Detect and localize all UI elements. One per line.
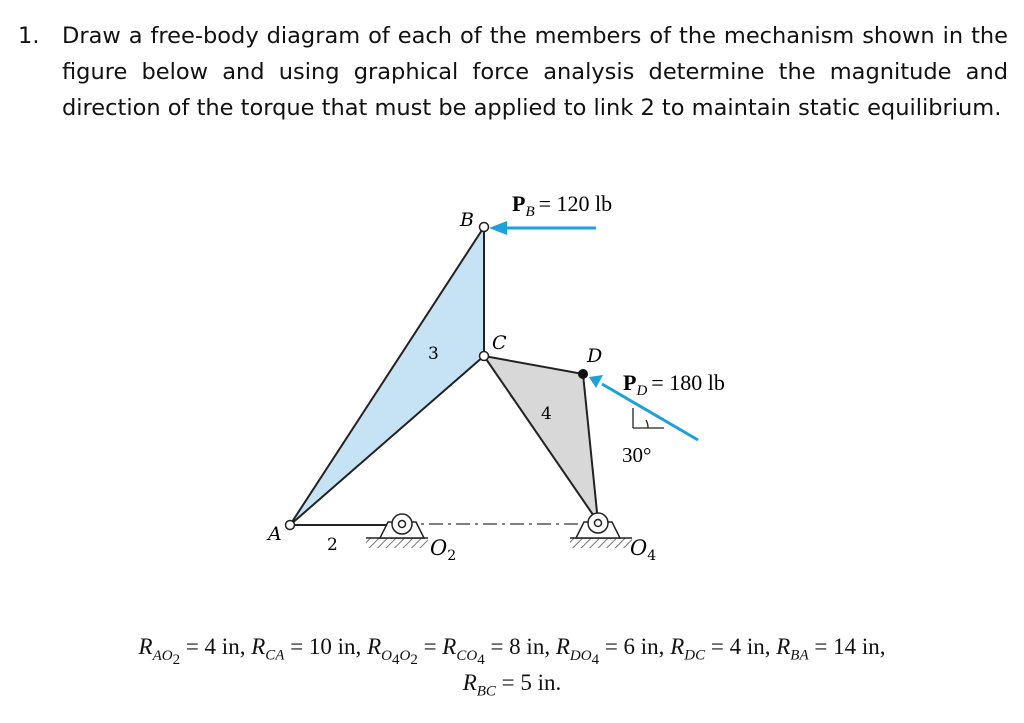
angle-arc: [646, 420, 648, 428]
problem-text: Draw a free-body diagram of each of the members of the mechanism shown in the figure below and using graphical force analysis determine the magnitude and direction of the torque that must be applied to link 2 to maintain static equilibrium.: [62, 23, 1008, 121]
problem-number: 1.: [18, 23, 40, 49]
given-data-line-2: [0, 670, 1024, 701]
label-o2: $O_2$: [430, 536, 457, 564]
given-rba: $R_{BA} = 14$ in,: [776, 634, 886, 664]
label-link-4: 4: [541, 404, 552, 424]
bearing-o2: [380, 514, 424, 538]
given-rdc: $R_{DC} = 4$ in,: [670, 634, 771, 664]
label-o4: $O_4$: [630, 536, 657, 564]
given-data-line-1: [0, 634, 1024, 669]
given-rca: $R_{CA} = 10$ in,: [251, 634, 362, 664]
link-3: [290, 227, 484, 525]
given-rao2: $R_{AO_2} = 4$ in,: [138, 634, 246, 668]
given-rco4: $R_{CO_4} = 8$ in,: [442, 634, 551, 668]
label-a: A: [268, 523, 282, 545]
joint-d: [578, 369, 588, 379]
joint-c: [480, 352, 489, 361]
link-4: [484, 356, 598, 522]
given-rdo4: $R_{DO_4} = 6$ in,: [555, 634, 665, 668]
force-d-arrowhead: [589, 375, 603, 388]
label-angle: 30°: [622, 443, 652, 467]
joint-a: [286, 521, 295, 530]
label-b: B: [460, 209, 474, 231]
given-ro4o2: $R_{O_4O_2}$ =: [367, 634, 443, 668]
given-rbc: $R_{BC} = 5$ in.: [462, 670, 562, 700]
force-b-arrowhead: [489, 221, 507, 235]
ground-hatch-o4: [570, 538, 632, 548]
joint-b: [480, 223, 489, 232]
label-link-2: 2: [327, 535, 338, 555]
label-link-3: 3: [428, 344, 439, 364]
bearing-o4: [576, 513, 620, 538]
label-force-b: $P_B = 120$ lb: [512, 191, 613, 220]
label-c: C: [492, 332, 507, 354]
label-force-d: $P_D = 180$ lb: [623, 370, 725, 399]
ground-hatch-o2: [366, 538, 428, 548]
label-d: D: [587, 345, 603, 367]
